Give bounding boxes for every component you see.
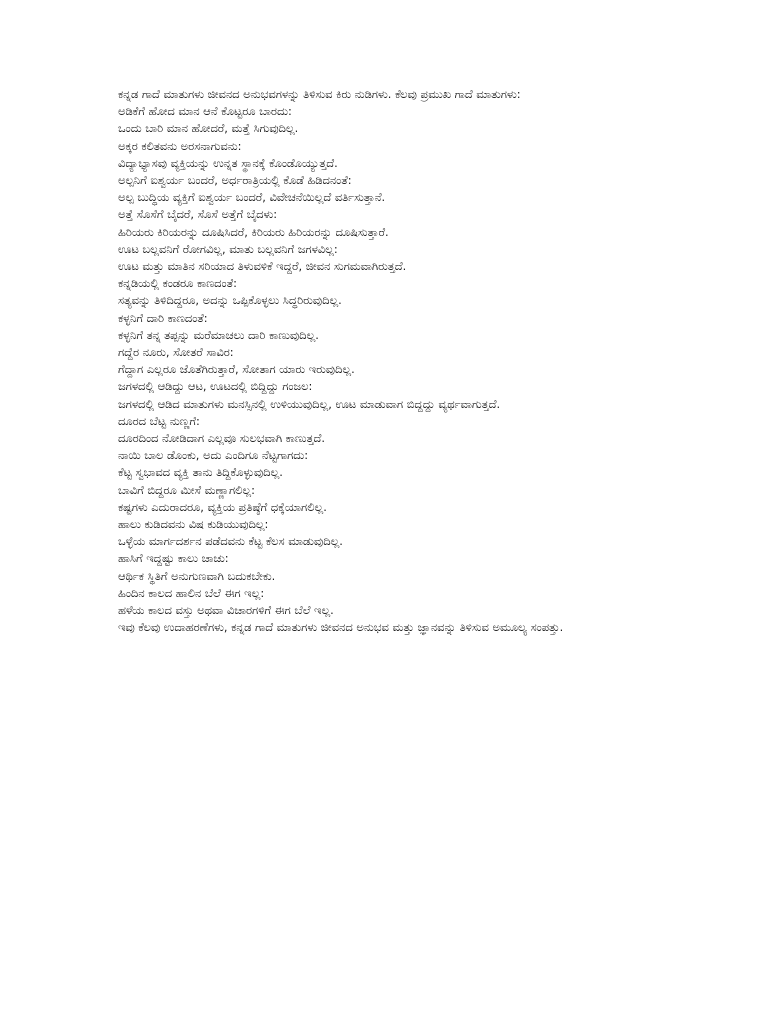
- proverb-line: ಹಾಲು ಕುಡಿದವನು ವಿಷ ಕುಡಿಯುವುದಿಲ್ಲ:: [118, 517, 269, 532]
- meaning-line: ದೂರದಿಂದ ನೋಡಿದಾಗ ಎಲ್ಲವೂ ಸುಲಭವಾಗಿ ಕಾಣುತ್ತದೆ.: [118, 431, 325, 446]
- closing-line: ಇವು ಕೆಲವು ಉದಾಹರಣೆಗಳು, ಕನ್ನಡ ಗಾದೆ ಮಾತುಗಳು ಜೀವನದ ಅನುಭವ ಮತ್ತು ಜ್ಞಾನವನ್ನು ತಿಳಿಸುವ ಅಮೂಲ್ಯ ಸಂಪತ್ತು.: [118, 620, 564, 635]
- meaning-line: ಕಷ್ಟಗಳು ಎದುರಾದರೂ, ವ್ಯಕ್ತಿಯ ಪ್ರತಿಷ್ಠೆಗೆ ಧಕ್ಕೆಯಾಗಲಿಲ್ಲ.: [118, 499, 327, 514]
- meaning-line: ಸತ್ಯವನ್ನು ತಿಳಿದಿದ್ದರೂ, ಅದನ್ನು ಒಪ್ಪಿಕೊಳ್ಳಲು ಸಿದ್ಧರಿರುವುದಿಲ್ಲ.: [118, 293, 342, 308]
- meaning-line: ಹಳೆಯ ಕಾಲದ ವಸ್ತು ಅಥವಾ ವಿಚಾರಗಳಿಗೆ ಈಗ ಬೆಲೆ ಇಲ್ಲ.: [118, 603, 334, 618]
- meaning-line: ಒಳ್ಳೆಯ ಮಾರ್ಗದರ್ಶನ ಪಡೆದವನು ಕೆಟ್ಟ ಕೆಲಸ ಮಾಡುವುದಿಲ್ಲ.: [118, 534, 343, 549]
- proverb-line: ಅಲ್ಪನಿಗೆ ಐಶ್ವರ್ಯ ಬಂದರೆ, ಅರ್ಧರಾತ್ರಿಯಲ್ಲಿ ಕೊಡೆ ಹಿಡಿದನಂತೆ:: [118, 173, 352, 188]
- meaning-line: ಜಗಳದಲ್ಲಿ ಆಡಿದ ಮಾತುಗಳು ಮನಸ್ಸಿನಲ್ಲಿ ಉಳಿಯುವುದಿಲ್ಲ, ಊಟ ಮಾಡುವಾಗ ಬಿದ್ದದ್ದು ವ್ಯರ್ಥವಾಗುತ್ತದೆ.: [118, 396, 501, 411]
- proverb-line: ಅಡಿಕೆಗೆ ಹೋದ ಮಾನ ಆನೆ ಕೊಟ್ಟರೂ ಬಾರದು:: [118, 104, 292, 119]
- proverb-line: ಹಿಂದಿನ ಕಾಲದ ಹಾಲಿನ ಬೆಲೆ ಈಗ ಇಲ್ಲ:: [118, 585, 265, 600]
- intro-line: ಕನ್ನಡ ಗಾದೆ ಮಾತುಗಳು ಜೀವನದ ಅನುಭವಗಳನ್ನು ತಿಳಿಸುವ ಕಿರು ನುಡಿಗಳು. ಕೆಲವು ಪ್ರಮುಖ ಗಾದೆ ಮಾತುಗಳು:: [118, 87, 521, 101]
- proverb-line: ನಾಯಿ ಬಾಲ ಡೊಂಕು, ಅದು ಎಂದಿಗೂ ನೆಟ್ಟಗಾಗದು:: [118, 448, 309, 463]
- proverb-line: ಕಳ್ಳನಿಗೆ ದಾರಿ ಕಾಣದಂತೆ:: [118, 310, 208, 325]
- proverb-line: ಹಾಸಿಗೆ ಇದ್ದಷ್ಟು ಕಾಲು ಚಾಚು:: [118, 551, 229, 566]
- proverb-line: ದೂರದ ಬೆಟ್ಟ ನುಣ್ಣಗೆ:: [118, 413, 200, 428]
- meaning-line: ಗೆದ್ದಾಗ ಎಲ್ಲರೂ ಜೊತೆಗಿರುತ್ತಾರೆ, ಸೋತಾಗ ಯಾರು ಇರುವುದಿಲ್ಲ.: [118, 362, 355, 377]
- proverb-line: ಊಟ ಬಲ್ಲವನಿಗೆ ರೋಗವಿಲ್ಲ, ಮಾತು ಬಲ್ಲವನಿಗೆ ಜಗಳವಿಲ್ಲ:: [118, 241, 338, 256]
- proverb-line: ಕನ್ನಡಿಯಲ್ಲಿ ಕಂಡರೂ ಕಾಣದಂತೆ:: [118, 276, 237, 291]
- proverb-line: ಅಕ್ಕರ ಕಲಿತವನು ಅರಸನಾಗುವನು:: [118, 138, 242, 153]
- proverb-line: ಬಾವಿಗೆ ಬಿದ್ದರೂ ಮೀಸೆ ಮಣ್ಣಾಗಲಿಲ್ಲ:: [118, 482, 255, 497]
- proverb-line: ಅತ್ತೆ ಸೊಸೆಗೆ ಬೈದರೆ, ಸೊಸೆ ಅತ್ತೆಗೆ ಬೈದಳು:: [118, 207, 278, 222]
- meaning-line: ಕೆಟ್ಟ ಸ್ವಭಾವದ ವ್ಯಕ್ತಿ ತಾನು ತಿದ್ದಿಕೊಳ್ಳುವುದಿಲ್ಲ.: [118, 465, 283, 480]
- meaning-line: ಆರ್ಥಿಕ ಸ್ಥಿತಿಗೆ ಅನುಗುಣವಾಗಿ ಬದುಕಬೇಕು.: [118, 568, 276, 583]
- proverb-line: ಗದ್ದೆರ ನೂರು, ಸೋತರೆ ಸಾವಿರ:: [118, 345, 234, 360]
- meaning-line: ವಿದ್ಯಾಭ್ಯಾಸವು ವ್ಯಕ್ತಿಯನ್ನು ಉನ್ನತ ಸ್ಥಾನಕ್ಕೆ ಕೊಂಡೊಯ್ಯುತ್ತದೆ.: [118, 155, 338, 170]
- meaning-line: ಕಳ್ಳನಿಗೆ ತನ್ನ ತಪ್ಪನ್ನು ಮರೆಮಾಚಲು ದಾರಿ ಕಾಣುವುದಿಲ್ಲ.: [118, 327, 319, 342]
- meaning-line: ಹಿರಿಯರು ಕಿರಿಯರನ್ನು ದೂಷಿಸಿದರೆ, ಕಿರಿಯರು ಹಿರಿಯರನ್ನು ದೂಷಿಸುತ್ತಾರೆ.: [118, 224, 389, 239]
- meaning-line: ಒಂದು ಬಾರಿ ಮಾನ ಹೋದರೆ, ಮತ್ತೆ ಸಿಗುವುದಿಲ್ಲ.: [118, 121, 299, 136]
- meaning-line: ಊಟ ಮತ್ತು ಮಾತಿನ ಸರಿಯಾದ ತಿಳುವಳಿಕೆ ಇದ್ದರೆ, ಜೀವನ ಸುಗಮವಾಗಿರುತ್ತದೆ.: [118, 259, 407, 274]
- proverb-line: ಜಗಳದಲ್ಲಿ ಆಡಿದ್ದು ಆಟ, ಊಟದಲ್ಲಿ ಬಿದ್ದಿದ್ದು ಗಂಜಲ:: [118, 379, 313, 394]
- document-body: [118, 86, 658, 637]
- meaning-line: ಅಲ್ಪ ಬುದ್ಧಿಯ ವ್ಯಕ್ತಿಗೆ ಐಶ್ವರ್ಯ ಬಂದರೆ, ವಿವೇಚನೆಯಿಲ್ಲದೆ ವರ್ತಿಸುತ್ತಾನೆ.: [118, 190, 386, 205]
